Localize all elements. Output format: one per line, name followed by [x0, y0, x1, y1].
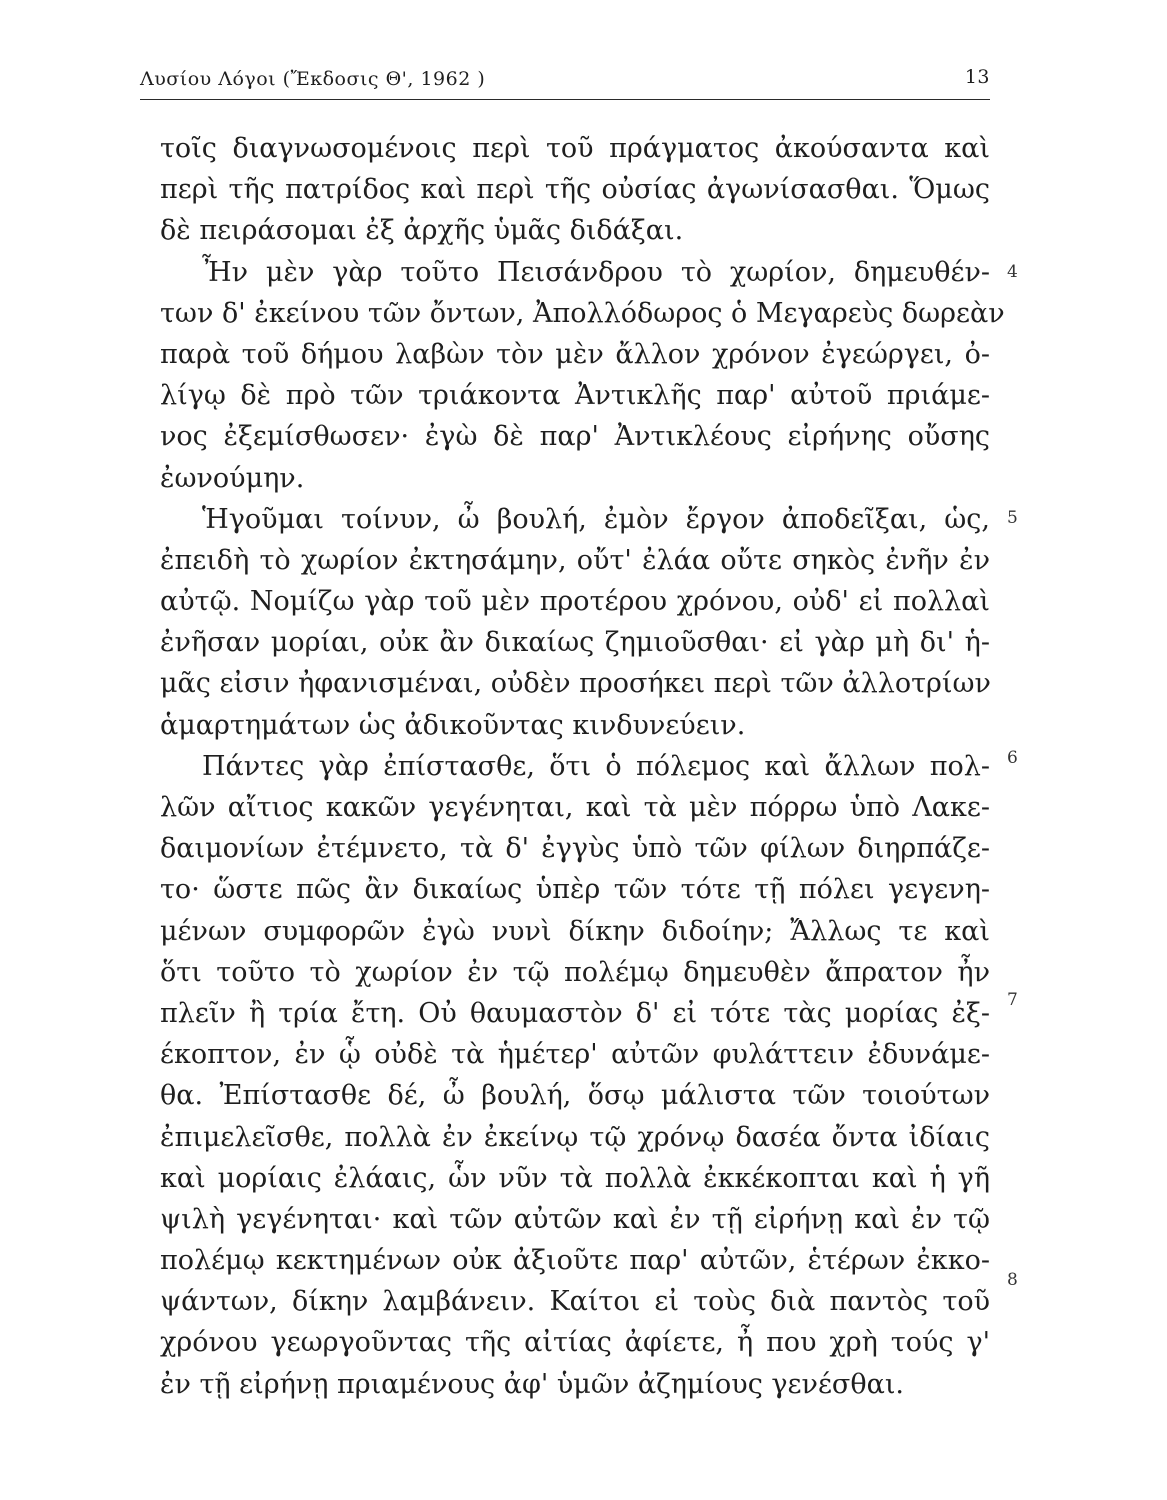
- text-line: ψιλὴ γεγένηται· καὶ τῶν αὐτῶν καὶ ἐν τῇ εἰρήνῃ καὶ ἐν τῷ: [160, 1203, 990, 1235]
- text-line: μᾶς εἰσιν ἠφανισμέναι, οὐδὲν προσήκει περὶ τῶν ἀλλοτρίων: [160, 668, 991, 700]
- text-line: ἐωνούμην.: [160, 462, 305, 494]
- running-head: [140, 62, 990, 98]
- text-line: δαιμονίων ἐτέμνετο, τὰ δ' ἐγγὺς ὑπὸ τῶν φίλων διηρπάζε-: [160, 833, 990, 865]
- text-line: ἐν τῇ εἰρήνῃ πριαμένους ἀφ' ὑμῶν ἀζημίους γενέσθαι.: [160, 1368, 905, 1400]
- section-number-5: 5: [1007, 508, 1018, 528]
- text-line: μένων συμφορῶν ἐγὼ νυνὶ δίκην διδοίην; Ἄλλως τε καὶ: [160, 915, 990, 947]
- section-number-4: 4: [1007, 262, 1018, 282]
- text-line: πολέμῳ κεκτημένων οὐκ ἀξιοῦτε παρ' αὐτῶν, ἑτέρων ἐκκο-: [160, 1245, 990, 1277]
- section-number-6: 6: [1007, 748, 1018, 768]
- body-text: [160, 128, 1005, 1405]
- text-line: πλεῖν ἢ τρία ἔτη. Οὐ θαυμαστὸν δ' εἰ τότε τὰς μορίας ἐξ-: [160, 997, 990, 1029]
- text-line: το· ὥστε πῶς ἂν δικαίως ὑπὲρ τῶν τότε τῇ πόλει γεγενη-: [160, 874, 990, 906]
- text-line: περὶ τῆς πατρίδος καὶ περὶ τῆς οὐσίας ἀγωνίσασθαι. Ὅμως: [160, 174, 990, 206]
- text-line: Ἡγοῦμαι τοίνυν, ὦ βουλή, ἐμὸν ἔργον ἀποδεῖξαι, ὡς,: [202, 503, 990, 535]
- text-line: καὶ μορίαις ἐλάαις, ὧν νῦν τὰ πολλὰ ἐκκέκοπται καὶ ἡ γῆ: [160, 1162, 990, 1194]
- text-line: Ἦν μὲν γὰρ τοῦτο Πεισάνδρου τὸ χωρίον, δημευθέν-: [202, 256, 990, 288]
- text-line: χρόνου γεωργοῦντας τῆς αἰτίας ἀφίετε, ἦ που χρὴ τούς γ': [160, 1327, 990, 1359]
- text-line: νος ἐξεμίσθωσεν· ἐγὼ δὲ παρ' Ἀντικλέους εἰρήνης οὔσης: [160, 421, 990, 453]
- text-line: θα. Ἐπίστασθε δέ, ὦ βουλή, ὅσῳ μάλιστα τῶν τοιούτων: [160, 1080, 990, 1112]
- text-line: ἐνῆσαν μορίαι, οὐκ ἂν δικαίως ζημιοῦσθαι· εἰ γὰρ μὴ δι' ἡ-: [160, 627, 990, 659]
- header-rule: [140, 99, 990, 100]
- page-number: 13: [964, 66, 990, 88]
- text-line: λίγῳ δὲ πρὸ τῶν τριάκοντα Ἀντικλῆς παρ' αὐτοῦ πριάμε-: [160, 380, 990, 412]
- text-line: ἁμαρτημάτων ὡς ἀδικοῦντας κινδυνεύειν.: [160, 709, 746, 741]
- text-line: παρὰ τοῦ δήμου λαβὼν τὸν μὲν ἄλλον χρόνον ἐγεώργει, ὀ-: [160, 338, 990, 370]
- text-line: ἐπειδὴ τὸ χωρίον ἐκτησάμην, οὔτ' ἐλάα οὔτε σηκὸς ἐνῆν ἐν: [160, 544, 990, 576]
- text-line: ψάντων, δίκην λαμβάνειν. Καίτοι εἰ τοὺς διὰ παντὸς τοῦ: [160, 1286, 990, 1318]
- text-line: των δ' ἐκείνου τῶν ὄντων, Ἀπολλόδωρος ὁ Μεγαρεὺς δωρεὰν: [160, 297, 1005, 329]
- text-line: λῶν αἴτιος κακῶν γεγένηται, καὶ τὰ μὲν πόρρω ὑπὸ Λακε-: [160, 792, 990, 823]
- text-line: ἐπιμελεῖσθε, πολλὰ ἐν ἐκείνῳ τῷ χρόνῳ δασέα ὄντα ἰδίαις: [160, 1121, 990, 1153]
- text-line: αὐτῷ. Νομίζω γὰρ τοῦ μὲν προτέρου χρόνου, οὐδ' εἰ πολλαὶ: [160, 586, 990, 618]
- text-line: Πάντες γὰρ ἐπίστασθε, ὅτι ὁ πόλεμος καὶ ἄλλων πολ-: [202, 750, 990, 782]
- section-number-7: 7: [1007, 990, 1018, 1010]
- text-line: τοῖς διαγνωσομένοις περὶ τοῦ πράγματος ἀκούσαντα καὶ: [160, 133, 990, 164]
- text-line: ὅτι τοῦτο τὸ χωρίον ἐν τῷ πολέμῳ δημευθὲν ἄπρατον ἦν: [160, 956, 990, 988]
- running-head-title: Λυσίου Λόγοι (Ἔκδοσις Θ', 1962 ): [140, 68, 486, 90]
- text-line: δὲ πειράσομαι ἐξ ἀρχῆς ὑμᾶς διδάξαι.: [160, 215, 684, 247]
- section-number-8: 8: [1007, 1270, 1018, 1290]
- text-line: έκοπτον, ἐν ᾧ οὐδὲ τὰ ἡμέτερ' αὐτῶν φυλάττειν ἐδυνάμε-: [160, 1039, 990, 1071]
